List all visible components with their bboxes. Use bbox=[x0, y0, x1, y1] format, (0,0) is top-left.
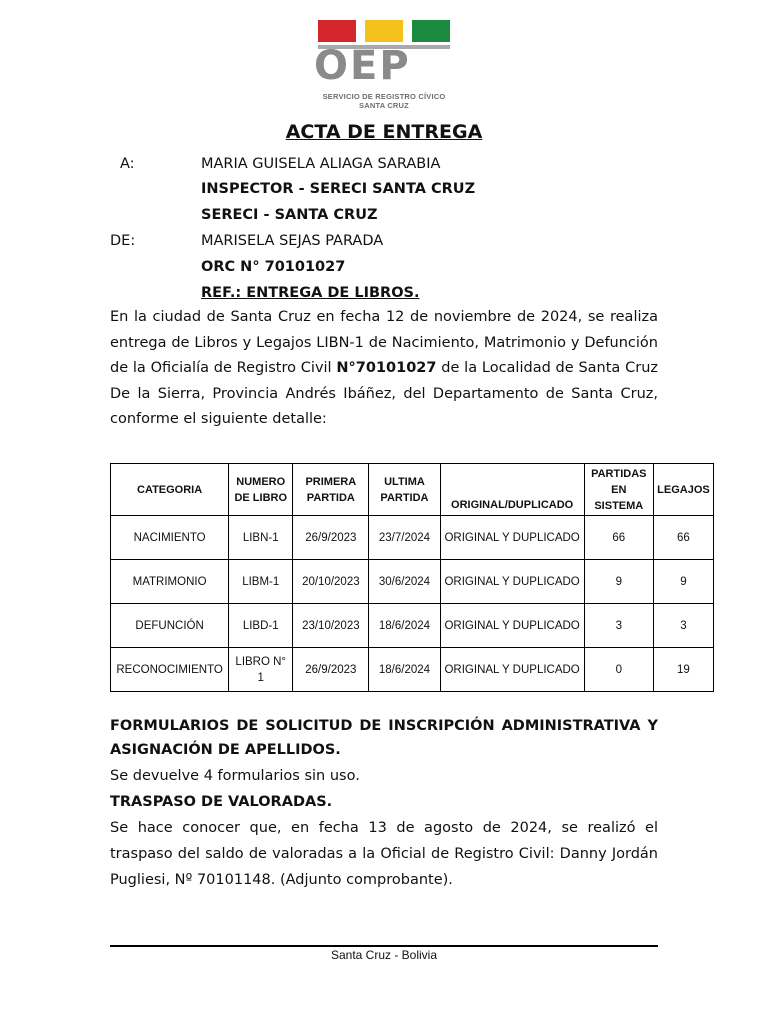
cell-categoria: RECONOCIMIENTO bbox=[111, 648, 229, 692]
oep-logo bbox=[296, 16, 472, 112]
document-title: ACTA DE ENTREGA bbox=[285, 121, 483, 143]
intro-paragraph bbox=[110, 305, 658, 433]
cell-partidas-sistema: 66 bbox=[584, 516, 653, 560]
from-label: DE: bbox=[110, 233, 136, 249]
cell-original-duplicado: ORIGINAL Y DUPLICADO bbox=[440, 648, 584, 692]
logo-subtitle-line2: SANTA CRUZ bbox=[359, 101, 409, 110]
cell-numero-libro: LIBN-1 bbox=[229, 516, 293, 560]
cell-ultima-partida: 18/6/2024 bbox=[369, 648, 440, 692]
transfer-text: Se hace conocer que, en fecha 13 de agosto de 2024, se realizó el traspaso del saldo de valoradas a la Oficial de Registro Civil: Danny Jordán Pugliesi, Nº 70101148. (Adjunto comprobante). bbox=[110, 820, 658, 888]
cell-partidas-sistema: 9 bbox=[584, 560, 653, 604]
books-table bbox=[110, 463, 714, 692]
logo-subtitle-line1: SERVICIO DE REGISTRO CÍVICO bbox=[322, 92, 446, 101]
table-row bbox=[111, 516, 714, 560]
intro-text-part1: En la ciudad de Santa Cruz en fecha 12 de noviembre de 2024, se realiza entrega de Libros y Legajos LIBN-1 de Nacimiento, Matrimonio y Defunción de la Oficialía de Registro Civil bbox=[110, 309, 658, 376]
table-row bbox=[111, 648, 714, 692]
header-primera-partida: PRIMERA PARTIDA bbox=[293, 464, 369, 516]
header-partidas-sistema: PARTIDAS EN SISTEMA bbox=[584, 464, 653, 516]
logo-green-bar bbox=[412, 20, 450, 42]
cell-primera-partida: 26/9/2023 bbox=[293, 516, 369, 560]
footer-text: Santa Cruz - Bolivia bbox=[330, 948, 438, 962]
cell-legajos: 3 bbox=[653, 604, 713, 648]
cell-partidas-sistema: 0 bbox=[584, 648, 653, 692]
intro-orc-number: N°70101027 bbox=[336, 360, 437, 376]
intro-text-part2: de la Localidad de Santa Cruz De la Sierra, Provincia Andrés Ibáñez, del Departamento de Santa Cruz, conforme el siguiente detalle: bbox=[110, 360, 658, 427]
header-categoria: CATEGORIA bbox=[111, 464, 229, 516]
cell-original-duplicado: ORIGINAL Y DUPLICADO bbox=[440, 604, 584, 648]
cell-legajos: 66 bbox=[653, 516, 713, 560]
table-header-row bbox=[111, 464, 714, 516]
cell-categoria: NACIMIENTO bbox=[111, 516, 229, 560]
to-name: MARIA GUISELA ALIAGA SARABIA bbox=[201, 156, 441, 172]
cell-legajos: 19 bbox=[653, 648, 713, 692]
cell-numero-libro: LIBD-1 bbox=[229, 604, 293, 648]
cell-ultima-partida: 30/6/2024 bbox=[369, 560, 440, 604]
reference-line: REF.: ENTREGA DE LIBROS. bbox=[201, 285, 420, 301]
header-original-duplicado: ORIGINAL/DUPLICADO bbox=[440, 464, 584, 516]
footer-divider bbox=[110, 945, 658, 947]
header-numero-libro: NUMERO DE LIBRO bbox=[229, 464, 293, 516]
cell-legajos: 9 bbox=[653, 560, 713, 604]
forms-text: Se devuelve 4 formularios sin uso. bbox=[110, 768, 360, 784]
cell-primera-partida: 20/10/2023 bbox=[293, 560, 369, 604]
cell-original-duplicado: ORIGINAL Y DUPLICADO bbox=[440, 516, 584, 560]
cell-numero-libro: LIBM-1 bbox=[229, 560, 293, 604]
cell-primera-partida: 26/9/2023 bbox=[293, 648, 369, 692]
to-label: A: bbox=[120, 156, 135, 172]
table-row bbox=[111, 604, 714, 648]
cell-ultima-partida: 18/6/2024 bbox=[369, 604, 440, 648]
transfer-heading: TRASPASO DE VALORADAS. bbox=[110, 794, 333, 810]
cell-numero-libro: LIBRO N° 1 bbox=[229, 648, 293, 692]
logo-red-bar bbox=[318, 20, 356, 42]
logo-yellow-bar bbox=[365, 20, 403, 42]
logo-text: OEP bbox=[314, 43, 411, 89]
forms-heading: FORMULARIOS DE SOLICITUD DE INSCRIPCIÓN ADMINISTRATIVA Y ASIGNACIÓN DE APELLIDOS. bbox=[110, 718, 658, 758]
header-ultima-partida: ULTIMA PARTIDA bbox=[369, 464, 440, 516]
cell-categoria: DEFUNCIÓN bbox=[111, 604, 229, 648]
table-row bbox=[111, 560, 714, 604]
cell-partidas-sistema: 3 bbox=[584, 604, 653, 648]
cell-original-duplicado: ORIGINAL Y DUPLICADO bbox=[440, 560, 584, 604]
to-role: INSPECTOR - SERECI SANTA CRUZ bbox=[201, 181, 476, 197]
cell-ultima-partida: 23/7/2024 bbox=[369, 516, 440, 560]
from-orc: ORC N° 70101027 bbox=[201, 259, 346, 275]
from-name: MARISELA SEJAS PARADA bbox=[201, 233, 384, 249]
cell-categoria: MATRIMONIO bbox=[111, 560, 229, 604]
header-legajos: LEGAJOS bbox=[653, 464, 713, 516]
to-office: SERECI - SANTA CRUZ bbox=[201, 207, 378, 223]
cell-primera-partida: 23/10/2023 bbox=[293, 604, 369, 648]
